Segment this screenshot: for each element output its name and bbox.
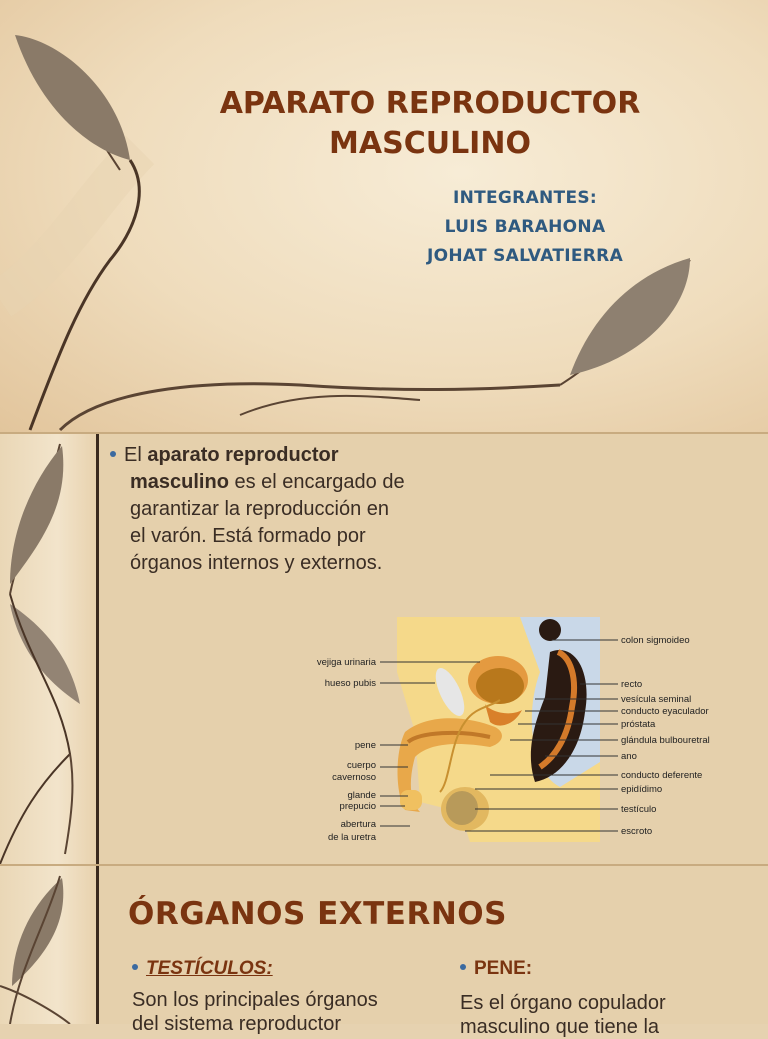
bullet-icon	[460, 964, 466, 970]
anatomy-diagram	[300, 612, 740, 852]
authors-block	[400, 184, 650, 271]
section-heading: ÓRGANOS EXTERNOS	[128, 896, 507, 932]
label-glande: glande	[347, 790, 376, 801]
slide-title	[180, 84, 680, 164]
pene-line: Es el órgano copulador	[460, 992, 666, 1014]
leaf-decoration	[0, 866, 96, 1024]
label-prepucio: prepucio	[339, 801, 376, 812]
label-hueso-pubis: hueso pubis	[324, 678, 376, 689]
label-recto: recto	[621, 679, 643, 690]
pene-title: PENE:	[474, 958, 533, 979]
label-vesicula: vesícula seminal	[621, 694, 692, 705]
bullet-icon	[132, 964, 138, 970]
author-name: JOHAT SALVATIERRA	[426, 246, 624, 266]
label-epididimo: epidídimo	[621, 784, 663, 795]
label-vejiga: vejiga urinaria	[316, 657, 376, 668]
label-prostata: próstata	[621, 719, 656, 730]
testiculos-text	[132, 988, 378, 1036]
title-slide	[0, 0, 768, 432]
authors-heading: INTEGRANTES:	[452, 188, 598, 208]
leaf-branch-decoration	[0, 0, 768, 432]
decor-strip	[0, 866, 96, 1024]
leaf-decoration	[0, 434, 96, 864]
pene-line: masculino que tiene la	[460, 1016, 660, 1038]
label-testiculo: testículo	[621, 804, 657, 815]
vertical-rule	[96, 866, 99, 1024]
label-escroto: escroto	[621, 826, 653, 837]
author-name: LUIS BARAHONA	[444, 217, 606, 237]
testiculos-line: del sistema reproductor	[132, 1013, 341, 1035]
label-colon: colon sigmoideo	[621, 635, 690, 646]
vertical-rule	[96, 434, 99, 864]
label-pene: pene	[354, 740, 376, 751]
decor-strip	[0, 434, 96, 864]
intro-paragraph	[110, 442, 410, 577]
para-bold-text: aparato reproductor masculino	[130, 444, 339, 493]
testiculos-title: TESTÍCULOS:	[146, 958, 273, 979]
testiculos-line: Son los principales órganos	[132, 989, 378, 1011]
label-cavernoso: cavernoso	[332, 772, 376, 783]
label-cuerpo: cuerpo	[346, 760, 376, 771]
testiculos-heading	[132, 958, 273, 980]
label-bulbouretral: glándula bulbouretral	[621, 735, 710, 746]
para-text: El	[124, 444, 148, 466]
pene-text	[460, 991, 666, 1039]
para-text: es el encargado de garantizar la reproducción en el varón. Está formado por órganos internos y externos.	[130, 471, 405, 574]
pene-heading	[460, 958, 532, 980]
label-abertura: abertura	[340, 819, 376, 830]
title-line-1: APARATO REPRODUCTOR	[219, 86, 641, 121]
label-deferente: conducto deferente	[621, 770, 703, 781]
title-line-2: MASCULINO	[329, 126, 531, 161]
label-ano: ano	[621, 751, 637, 762]
label-uretra: de la uretra	[327, 832, 376, 843]
label-conducto-eyaculador: conducto eyaculador	[621, 706, 709, 717]
bullet-icon	[110, 451, 116, 457]
